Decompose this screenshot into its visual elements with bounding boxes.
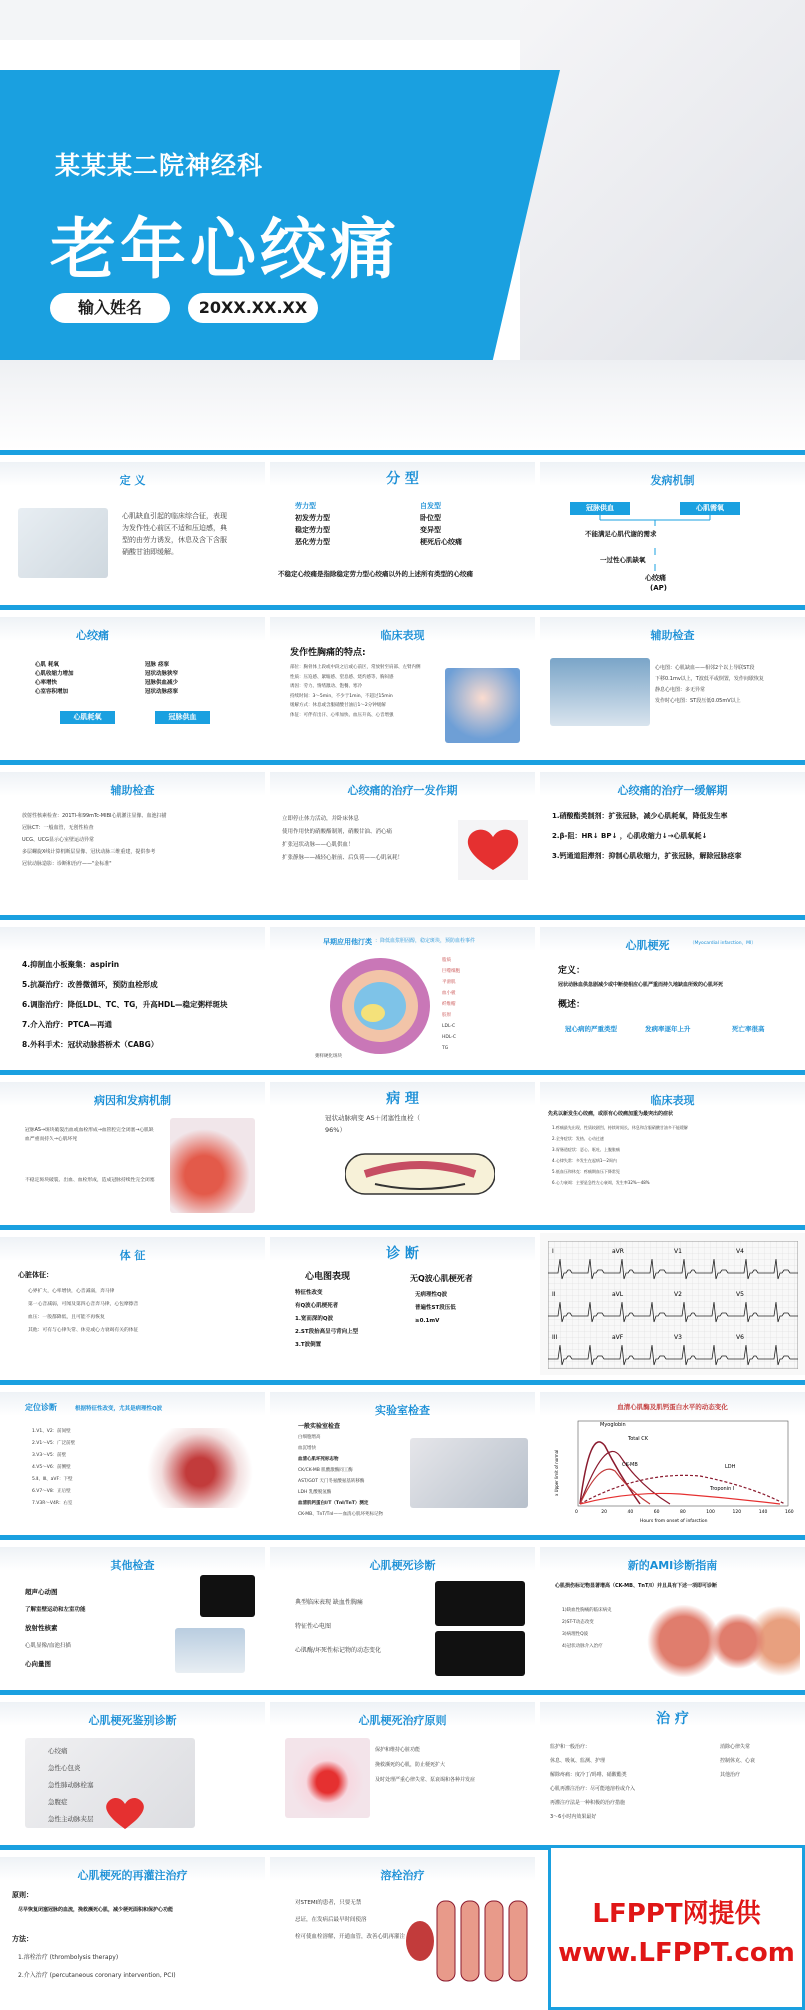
slide-title: 心肌梗死诊断 [369,1559,436,1572]
vessel-occlusion-image [345,1146,495,1201]
series-label: CK-MB [622,1462,638,1468]
slide-treatment: 治 疗 监护和一般治疗： 休息、吸氧、监测、护理 解除疼痛：度冷丁/吗啡、硝酸酯类 心肌再灌注治疗：尽可能地溶栓或介入 再灌注疗法是一种积极的治疗措施 3～6小时内效果最好 消除心律失常 控制休克、心衰 其他治疗 [540,1698,805,1840]
slide-title: 治 疗 [656,1711,689,1727]
slide-mi-treatment-principle: 心肌梗死治疗原则 保护和维持心脏功能 挽救濒死的心肌，防止梗死扩大 及时处理严重心律失常、泵衰竭和各种并发症 [270,1698,535,1840]
lead-label: V6 [736,1334,744,1341]
slide-classification: 分 型 劳力型 初发劳力型 稳定劳力型 恶化劳力型 自发型 卧位型 变异型 梗死后心绞痛 不稳定心绞痛是指除稳定劳力型心绞痛以外的上述所有类型的心绞痛 [270,458,535,600]
slide-title: 早期应用他汀类 [323,938,372,946]
x-tick-label: 60 [653,1510,660,1515]
x-axis-label: Hours from onset of infarction [640,1519,708,1524]
slide-definition [0,458,265,600]
row-separator [0,915,805,920]
chest-pain-patient-image [410,1438,528,1508]
ultrasound-image-1 [435,1581,525,1626]
ecg-strip-image [548,1241,798,1369]
row-separator [0,605,805,610]
slide-differential: 心肌梗死鉴别诊断 心绞痛 急性心包炎 急性肺动脉栓塞 急腹症 急性主动脉夹层 [0,1698,265,1840]
slide-other-exams: 其他检查 超声心动图 了解室壁运动和左室功能 放射性核素 心肌显像/血池扫描 心向量图 [0,1543,265,1685]
slide-title: 辅助检查 [110,784,155,797]
watermark-box [548,1845,805,2010]
heart-hands-image [458,820,528,880]
lead-label: aVL [612,1291,624,1298]
ecg-machine-image [550,658,650,726]
slide-etiology: 病因和发病机制 冠脉AS→斑块破裂出血或血栓形成→血管腔完全闭塞→心肌缺血严重而持久→心肌坏死 不稳定斑块破裂、出血、血栓形成，造成冠脉持续性完全闭塞 [0,1078,265,1220]
date-field[interactable]: 20XX.XX.XX [188,293,318,323]
lead-label: aVR [612,1248,624,1255]
x-tick-label: 120 [732,1510,742,1515]
slide-pathology: 病 理 冠状动脉病变 AS＋闭塞性血栓（ 96%） [270,1078,535,1220]
slide-title: 分 型 [386,471,419,487]
atherosclerotic-plaque-image [325,951,435,1056]
slide-signs: 体 征 心脏体征： 心界扩大，心率增快，心音减弱，奔马律 第一心音减弱，可闻及第四心音奔马律，心包摩擦音 血压：一般都降低，且可能不再恢复 其他：可有与心律失常、休克或心力衰竭有关的体征 [0,1233,265,1375]
lead-label: III [552,1334,558,1341]
x-tick-label: 160 [785,1510,794,1515]
slide-title: 溶栓治疗 [380,1869,425,1882]
cover-photo [520,0,805,380]
row-separator [0,1535,805,1540]
series-label: Troponin I [710,1486,735,1492]
slide-title: 心肌梗死治疗原则 [358,1714,447,1727]
x-tick-label: 0 [575,1510,578,1515]
lead-label: V1 [674,1248,682,1255]
slide-title: 心肌梗死鉴别诊断 [88,1714,177,1727]
series-label: Myoglobin [600,1422,626,1428]
y-axis-label: x Upper limit of normal [554,1449,559,1496]
row-separator [0,450,805,455]
slide-mi-diagnosis: 心肌梗死诊断 典型临床表现 缺血性胸痛 特征性心电图 心肌酶/坏死性标记物的动态变化 [270,1543,535,1685]
slide-title: 实验室检查 [375,1404,430,1417]
slide-clinical-features: 临床表现 发作性胸痛的特点: 部位：胸骨体上段或中段之后或心前区，常放射至肩部、左臂内侧 性质：压迫感、紧缩感、窒息感、烧灼感等，胸闷感 诱因：劳力、情绪激动、饱餐、寒冷 持续时间：3～5min，不少于1min，不超过15min 缓解方式：休息或含服硝酸甘油后1～2分钟缓解 体征：可伴有出汗、心率加快、血压升高、心音增强 [270,613,535,755]
heart-anatomy-image [170,1118,255,1213]
x-ticks [575,1509,794,1515]
slide-title: 其他检查 [110,1559,155,1572]
lead-label: II [552,1291,556,1298]
slide-localization: 定位诊断 根据特征性改变，尤其是病理性Q波 1.V1、V2：前间壁 2.V1～V5：广泛前壁 3.V3～V5：前壁 4.V5～V6：前侧壁 5.Ⅱ、Ⅲ、aVF：下壁 6.V7～V8：正后壁 7.V3R～V4R：右室 [0,1388,265,1530]
slide-title: 心绞痛 [76,629,109,642]
slide-title: 血清心肌酶及肌钙蛋白水平的动态变化 [617,1403,728,1411]
cover-shadow [0,360,805,450]
slide-title: 临床表现 [650,1094,695,1107]
row-separator [0,1225,805,1230]
slide-pathogenesis: 发病机制 冠脉供血 心肌需氧 不能满足心肌代谢的需求 一过性心肌缺氧 心绞痛 (AP) [540,458,805,600]
slide-title: 病 理 [386,1091,419,1107]
watermark-line1: LFPPT网提供 [592,1899,761,1929]
lead-label: I [552,1248,554,1255]
slide-ami-guideline: 新的AMI诊断指南 心肌损伤标记物显著增高（CK-MB、TnT/I）并且具有下述一项即可诊断 1)缺血性胸痛的临床病史 2)ST-T动态改变 3)病理性Q波 4)冠状动脉介入治疗 [540,1543,805,1685]
slide-title: 新的AMI诊断指南 [627,1559,718,1572]
lead-label: V5 [736,1291,744,1298]
slide-enzyme-chart [540,1388,805,1530]
slide-angina-factors: 心绞痛 心肌 耗氧 心肌收缩力增加 心率增快 心室容积增加 冠脉 痉挛 冠状动脉狭窄 冠脉供血减少 冠状动脉痉挛 心肌耗氧 冠脉供血 [0,613,265,755]
presentation-title: 老年心绞痛 [50,211,400,288]
row-separator [0,1070,805,1075]
echo-image [200,1575,255,1617]
slide-reperfusion: 心肌梗死的再灌注治疗 原则： 尽早恢复闭塞冠脉的血流，挽救濒死心肌，减少梗死面积和保护心功能 方法： 1.溶栓治疗 (thrombolysis therapy) 2.介入治疗 (percutaneous coronary intervention, PCI) [0,1853,265,2010]
x-tick-label: 100 [706,1510,715,1515]
stent-vessels-image [405,1891,530,1991]
slide-title: 心绞痛的治疗一缓解期 [617,784,728,797]
slide-title: 体 征 [119,1249,146,1262]
lead-label: V4 [736,1248,744,1255]
slide-title: 发病机制 [650,474,695,487]
row-separator [0,1380,805,1385]
slide-title: 心肌梗死 [625,939,670,952]
x-tick-label: 20 [601,1510,607,1515]
slide-title: 辅助检查 [650,629,695,642]
row-separator [0,760,805,765]
x-tick-label: 140 [758,1510,768,1515]
cover-slide [0,0,805,450]
slide-title: 心绞痛的治疗一发作期 [347,784,458,797]
slide-statins: 早期应用他汀类 ：降低血浆胆固醇，稳定斑块，预防血栓事件 脂质 巨噬细胞 平滑肌 血小板 纤维帽 胶原 LDL-C HDL-C TG 粥样硬化斑块 [270,923,535,1065]
slide-title: 诊 断 [386,1246,419,1262]
hospital-name: 某某某二院神经科 [55,151,264,180]
hearts-illustration [645,1605,800,1677]
slide-diagnosis: 诊 断 心电图表现 无Q波心肌梗死者 特征性改变 有Q波心肌梗死者 1.宽而深的Q波 2.ST段抬高呈弓背向上型 3.T波倒置 无病理性Q波 普遍性ST段压低 ≥0.1mV [270,1233,535,1375]
slide-treatment-continued: 4.抑制血小板聚集：aspirin 5.抗凝治疗：改善微循环，预防血栓形成 6.调脂治疗：降低LDL、TC、TG，升高HDL—稳定粥样斑块 7.介入治疗：PTCA—再通 8.外科手术：冠状动脉搭桥术（CABG） [0,923,265,1065]
heart-regions-image [145,1428,255,1508]
slide-title: 病因和发病机制 [94,1094,171,1107]
chest-pain-image [445,668,520,743]
slide-lab-tests: 实验室检查 一般实验室检查 白细胞增高 血沉增快 血清心肌坏死标志物 CK/CK-MB 肌酸激酶同工酶 AST/GOT 天门冬氨酸氨基转移酶 LDH 乳酸脱氢酶 血清肌钙蛋白I/T（TnI/TnT）测定 CK-MB、TnT/TnI——血清心肌坏死标记物 [270,1388,535,1530]
scanner-image [175,1628,245,1673]
lead-label: V2 [674,1291,682,1298]
slide-title: 心肌梗死的再灌注治疗 [77,1869,188,1882]
enzyme-line-chart [550,1416,800,1526]
slide-title: 临床表现 [380,629,425,642]
nurse-heart-image [285,1738,370,1818]
slide-title: 定 义 [119,474,146,487]
series-label: Total CK [628,1436,649,1442]
watermark-line2[interactable]: www.LFPPT.com [558,1938,795,1968]
row-separator [0,1690,805,1695]
x-tick-label: 40 [627,1510,634,1515]
slide-aux-exam-ecg: 辅助检查 心电图：心肌缺血——相邻2个以上导联ST段 下移0.1mv以上，T波低平或倒置，发作间歇恢复 静息心电图：多无异常 发作时心电图：ST段压低0.05mV以上 [540,613,805,755]
slide-attack-treatment: 心绞痛的治疗一发作期 立即停止体力活动，并卧床休息 使用作用快的硝酸酯制剂，硝酸甘油、消心痛 扩张冠状动脉——心肌供血！ 扩张静脉——减轻心脏前、后负荷——心肌氧耗！ [270,768,535,910]
x-tick-label: 80 [680,1510,686,1515]
slide-title: 定位诊断 [25,1403,57,1412]
ultrasound-image-2 [435,1631,525,1676]
definition-text: 心肌缺血引起的临床综合征，表现 为发作性心前区不适和压迫感，典 型的由劳力诱发，休息及含下含服 硝酸甘油即缓解。 [122,512,227,556]
doctor-hands-image [18,508,108,578]
slide-mi: 心肌梗死 （Myocardial infarction，MI） 定义： 冠状动脉血供急剧减少或中断使相应心肌严重而持久地缺血所致的心肌坏死 概述： 冠心病的严重类型 发病率逐年上升 死亡率很高 [540,923,805,1065]
slide-aux-exam-2: 辅助检查 放射性核素检查：201Tl-和99mTc-MIBI心肌灌注显像、血池扫描 冠脉CT：一般血管，无创性检查 UCG、UCG显示心室壁运动异常 多层螺旋X线计算机断层显像、冠状动脉三维重建，提供参考 冠状动脉造影：诊断和治疗——"金标准" [0,768,265,910]
name-field[interactable]: 输入姓名 [50,293,170,323]
slide-mi-clinical: 临床表现 先兆以新发生心绞痛，或原有心绞痛加重为最突出的症状 1.疼痛最先出现，性质较剧烈，持续时间长，休息和含服硝酸甘油多不能缓解 2.全身症状：发热、心动过速 3.胃肠道症状：恶心、呕吐、上腹胀痛 4.心律失常：多发生在起病1～2周内 5.低血压和休克：疼痛期血压下降常见 6.心力衰竭：主要是急性左心衰竭，发生率32%～48% [540,1078,805,1220]
slide-thrombolysis: 溶栓治疗 对STEMI的患者，只要无禁 忌证，在发病后最早时间使溶 栓可使血栓溶解，开通血管，改善心肌再灌注 [270,1853,535,2010]
slide-ecg-strip [540,1233,805,1375]
slide-remission-treatment: 心绞痛的治疗一缓解期 1.硝酸酯类制剂：扩张冠脉，减少心肌耗氧，降低发生率 2.β-阻：HR↓ BP↓ ，心肌收缩力↓→心肌氧耗↓ 3.钙通道阻滞剂：抑制心肌收缩力，扩张冠脉，解除冠脉痉挛 [540,768,805,910]
series-label: LDH [725,1464,736,1470]
lead-label: aVF [612,1334,624,1341]
lead-label: V3 [674,1334,682,1341]
